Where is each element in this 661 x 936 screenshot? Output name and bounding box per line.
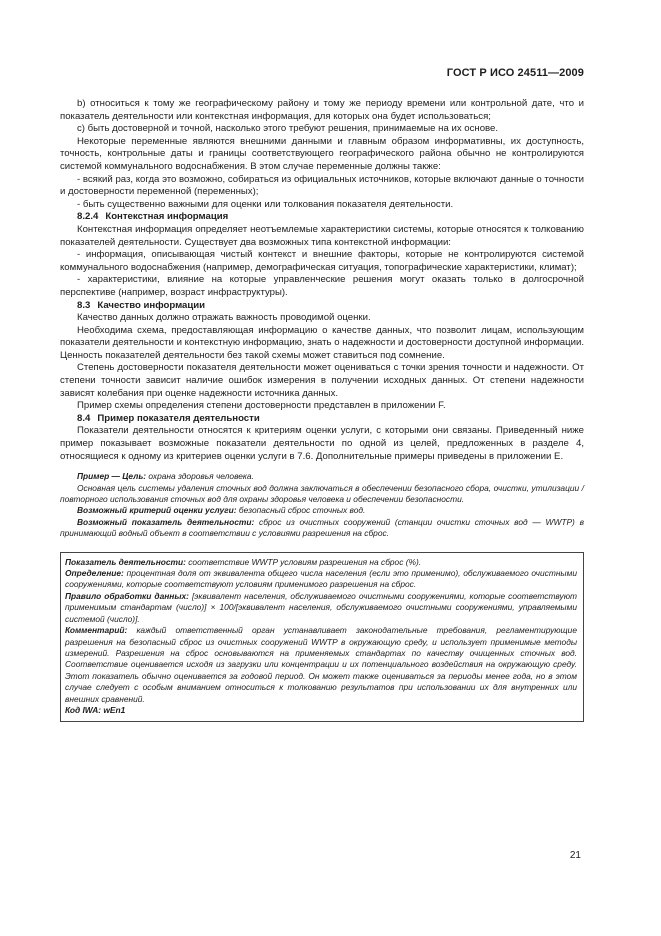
page-number: 21 [569, 850, 581, 861]
list-item: - всякий раз, когда это возможно, собираться из официальных источников, которые включают данные о точности и достоверности переменной (переменных); [60, 173, 584, 198]
box-line [65, 625, 577, 705]
document-header: ГОСТ Р ИСО 24511—2009 [446, 67, 584, 79]
paragraph: Показатели деятельности относятся к критериям оценки услуги, с которыми они связаны. Приведенный ниже пример показывает возможные показатели деятельности по одной из целей, предложенных в разделе 4, относящиеся к одному из критериев оценки услуги в 7.6. Дополнительные примеры приведены в приложении Е. [60, 425, 584, 462]
example-label: Возможный критерий оценки услуги: [77, 505, 237, 516]
paragraph: Степень достоверности показателя деятельности может оцениваться с точки зрения точности и надежности. От степени точности зависит наличие ошибок измерения в получении исходных данных. От степени надежности зависят колебания при оценке надежности источника данных. [60, 362, 584, 399]
example-text: сброс из очистных сооружений (станции очистки сточных вод — WWTP) в принимающий водный объект в соответствии с условиями разрешения на сброс. [60, 516, 584, 539]
box-label: Определение: [65, 568, 124, 579]
example-line [60, 517, 584, 540]
example-label: Пример — Цель: [77, 471, 147, 482]
body-text [60, 98, 584, 722]
box-text: wEn1 [101, 704, 126, 715]
paragraph: Некоторые переменные являются внешними данными и главным образом информативны, их доступность, точность, контрольные даты и границы соответствующего географического района обычно не контролируются системой коммунального водоснабжения. В этом случае переменные должны также: [60, 135, 584, 172]
section-title: Качество информации [97, 299, 206, 311]
section-title: Пример показателя деятельности [97, 412, 260, 424]
list-item: - быть существенно важными для оценки или толкования показателя деятельности. [77, 198, 454, 210]
box-line [65, 591, 577, 625]
section-heading-8-3 [60, 300, 584, 313]
section-heading-8-2-4 [60, 211, 584, 224]
example-label: Возможный показатель деятельности: [77, 516, 255, 527]
box-text: процентная доля от эквивалента общего числа населения (если это применимо), обслуживаемого очистными сооружениями, которые соответствуют условиям применимого разрешения на сброс. [65, 568, 577, 590]
indicator-box [60, 552, 584, 723]
paragraph: c) быть достоверной и точной, насколько этого требуют решения, принимаемые на их основе. [77, 123, 499, 135]
example-text: охрана здоровья человека. [146, 471, 254, 482]
paragraph: b) относиться к тому же географическому району и тому же периоду времени или контрольной дате, что и показатель деятельности или контекстная информация, для которых она будет использоваться; [60, 98, 584, 122]
section-number: 8.4 [77, 412, 91, 424]
example-block [60, 471, 584, 539]
box-label: Показатель деятельности: [65, 556, 186, 567]
box-label: Правило обработки данных: [65, 590, 189, 601]
section-number: 8.3 [77, 299, 91, 311]
section-title: Контекстная информация [105, 211, 229, 223]
list-item: - характеристики, влияние на которые управленческие решения могут оказать только в долгосрочной перспективе (например, возраст инфраструктуры). [60, 274, 584, 298]
example-text: безопасный сброс сточных вод. [236, 505, 366, 516]
example-line: Основная цель системы удаления сточных вод должна заключаться в обеспечении безопасного сбора, очистки, утилизации /повторного использования сточных вод для охраны здоровья человека и обеспечении безопасности. [60, 482, 584, 505]
example-line [60, 505, 584, 516]
paragraph: Качество данных должно отражать важность проводимой оценки. [77, 312, 371, 324]
paragraph: Контекстная информация определяет неотъемлемые характеристики системы, которые относятся к толкованию показателей деятельности. Существует два возможных типа контекстной информации: [60, 223, 584, 248]
paragraph: Необходима схема, предоставляющая информацию о качестве данных, что позволит лицам, использующим показатели деятельности и контекстную информацию, знать о надежности и достоверности доступной информации. Ценность показателей деятельности без такой схемы может ставиться под сомнение. [60, 324, 584, 361]
box-line [65, 557, 577, 568]
list-item: - информация, описывающая чистый контекст и внешние факторы, которые не контролируются системой коммунального водоснабжения (например, демографическая ситуация, топографические характеристики, климат); [60, 249, 584, 273]
box-line [65, 705, 577, 716]
box-line [65, 568, 577, 591]
box-label: Комментарий: [65, 625, 128, 636]
paragraph: Пример схемы определения степени достоверности представлен в приложении F. [77, 400, 446, 412]
box-label: Код IWA: [65, 704, 102, 715]
box-text: каждый ответственный орган устанавливает законодательные требования, регламентирующие разрешения на безопасный сброс из очистных сооружений WWTP в окружающую среду, и использует применимые методы измерений. Разрешения на сброс основываются на применяемых стандартах по качеству очищенных сточных вод. Соответствие оценивается исходя из загрузки или концентрации и их потенциального воздействия на окружающую среду. Этот показатель обычно оценивается за годовой период. Он может также оцениваться за периоды менее года, но в этом случае следует с особым вниманием относиться к толкованию результатов при использовании их для внутренних или внешних сравнений. [65, 625, 577, 704]
section-number: 8.2.4 [77, 211, 99, 223]
box-text: [эквивалент населения, обслуживаемого очистными сооружениями, которые соответствуют применимым стандартам (число)] × 100/[эквивалент населения, обслуживаемого очистными сооружениями, управляемыми системой (число)]. [65, 590, 577, 624]
section-heading-8-4 [60, 413, 584, 426]
example-line [60, 471, 584, 482]
box-text: соответствие WWTP условиям разрешения на сброс (%). [185, 556, 422, 567]
